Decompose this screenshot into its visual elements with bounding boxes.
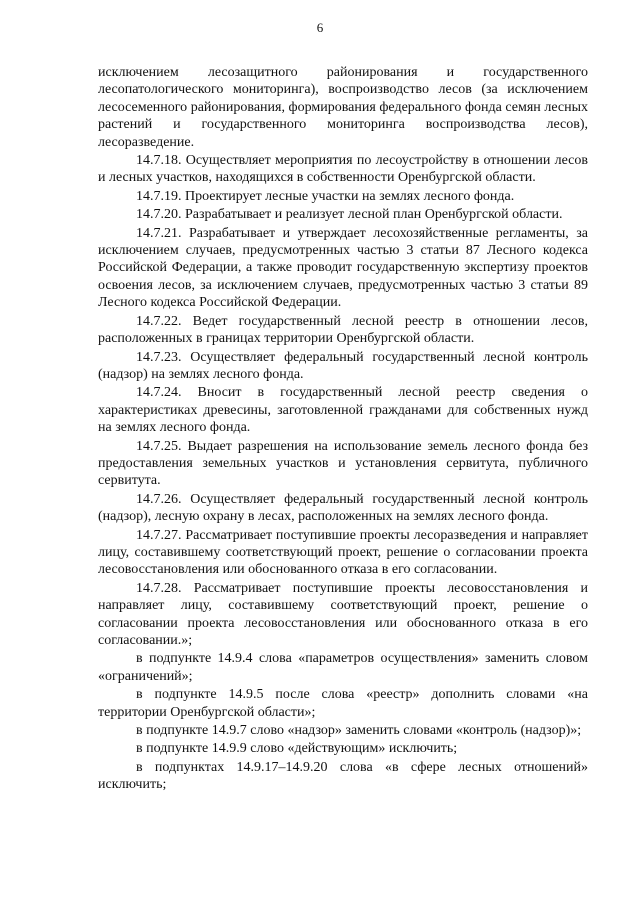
paragraph: 14.7.22. Ведет государственный лесной реестр в отношении лесов, расположенных в границах территории Оренбургской области. — [98, 313, 588, 347]
paragraph: 14.7.28. Рассматривает поступившие проекты лесовосстановления и направляет лицу, составившему соответствующий проект, решение о согласовании проекта лесовосстановления или обоснованного отказа в его согласовании.»; — [98, 580, 588, 648]
paragraph: в подпункте 14.9.9 слово «действующим» исключить; — [136, 741, 458, 757]
paragraph: 14.7.23. Осуществляет федеральный государственный лесной контроль (надзор) на землях лесного фонда. — [98, 349, 588, 382]
document-body — [98, 64, 588, 795]
paragraph: в подпункте 14.9.7 слово «надзор» заменить словами «контроль (надзор)»; — [136, 723, 582, 739]
paragraph: 14.7.25. Выдает разрешения на использование земель лесного фонда без предоставления земельных участков и установления сервитута, публичного сервитута. — [98, 438, 588, 489]
paragraph: 14.7.24. Вносит в государственный лесной реестр сведения о характеристиках древесины, заготовленной гражданами для собственных нужд на землях лесного фонда. — [98, 385, 588, 436]
page-number: 6 — [316, 20, 324, 35]
paragraph: 14.7.21. Разрабатывает и утверждает лесохозяйственные регламенты, за исключением случаев, предусмотренных частью 3 статьи 87 Лесного кодекса Российской Федерации, а также проводит государственную экспертизу проектов освоения лесов, за исключением случаев, предусмотренных частью 3 статьи 89 Лесного кодекса Российской Федерации. — [98, 225, 588, 311]
paragraph: в подпункте 14.9.5 после слова «реестр» дополнить словами «на территории Оренбургской области»; — [98, 687, 588, 720]
paragraph: исключением лесозащитного районирования и государственного лесопатологического мониторинга), воспроизводство лесов (за исключением лесосеменного районирования, формирования федерального фонда семян лесных растений и государственного мониторинга воспроизводства лесов), лесоразведение. — [98, 65, 588, 150]
paragraph: 14.7.26. Осуществляет федеральный государственный лесной контроль (надзор), лесную охрану в лесах, расположенных на землях лесного фонда. — [98, 491, 588, 525]
paragraph: в подпунктах 14.9.17–14.9.20 слова «в сфере лесных отношений» исключить; — [98, 759, 588, 793]
paragraph: 14.7.18. Осуществляет мероприятия по лесоустройству в отношении лесов и лесных участков, находящихся в собственности Оренбургской области. — [98, 153, 588, 186]
paragraph: 14.7.20. Разрабатывает и реализует лесной план Оренбургской области. — [136, 207, 563, 223]
paragraph: в подпункте 14.9.4 слова «параметров осуществления» заменить словом «ограничений»; — [98, 651, 588, 684]
paragraph: 14.7.27. Рассматривает поступившие проекты лесоразведения и направляет лицу, составившему соответствующий проект, решение о согласовании проекта лесовосстановления или обоснованного отказа в его согласовании. — [98, 527, 588, 578]
paragraph: 14.7.19. Проектирует лесные участки на землях лесного фонда. — [136, 188, 515, 204]
